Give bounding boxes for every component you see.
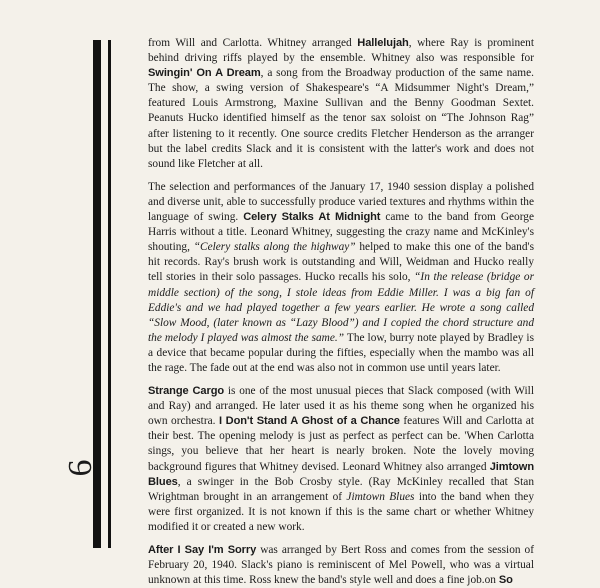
text-run: features Will and Carlotta at their best. The opening melody is just as perfect as perfect can be. 'When Carlotta sings, you believe that her heart is nearly broken. Note the lovely moving background figures that Whitney devised. Leonard Whitney also arranged — [148, 415, 534, 473]
page-number: 6 — [62, 459, 99, 477]
text-run: from Will and Carlotta. Whitney arranged — [148, 37, 358, 49]
quote-text: Jimtown Blues — [346, 490, 415, 503]
decorative-thin-bar — [108, 40, 111, 548]
song-title: I Don't Stand A Ghost of a Chance — [219, 415, 400, 428]
song-title: Strange Cargo — [148, 385, 225, 398]
text-run: The selection and performances of the January 17, 1940 session display a polished and diverse unit, able to successfully produce varied textures and rhythms within the language of swing. — [148, 180, 534, 224]
paragraph-1 — [148, 36, 534, 172]
text-run: is one of the most unusual pieces that Slack composed (with Will and Ray) and arranged. He later used it as his theme song when he organized his own orchestra. — [148, 385, 534, 428]
text-run: into the band when they were first organized. It is not known if this is the same chart or whether Whitney modified it or created a new work. — [148, 490, 534, 533]
text-run: was arranged by Bert Ross and comes from the session of February 20, 1940. Slack's piano is reminiscent of Mel Powell, who was a virtual unknown at this time. Ross knew the band's style well and does a fine job.on — [148, 544, 534, 587]
song-title: Jimtown Blues — [148, 460, 534, 488]
song-title: After I Say I'm Sorry — [148, 544, 257, 556]
text-run: came to the band from George Harris without a title. Leonard Whitney, suggesting the crazy name and McKinley's shouting, — [148, 211, 534, 254]
text-run: , where Ray is prominent behind driving riffs played by the ensemble. Whitney also was responsible for — [148, 37, 534, 65]
quote-text: “In the release (bridge or middle section) of the song, I stole ideas from Eddie Miller. I was a big fan of Eddie's and we had played together a few years earlier. He wrote a song called “Slow Mood, (later known as “Lazy Blood”) and I copied the chord structure and the melody I played was almost the same.” — [148, 271, 535, 344]
text-run: The low, burry note played by Bradley is a device that became popular during the fifties, especially when the mambo was all the rage. The fade out at the end was also not in common use until years later. — [148, 331, 534, 374]
text-run: , a swinger in the Bob Crosby style. (Ray McKinley recalled that Stan Wrightman brought in an arrangement of — [148, 475, 534, 503]
song-title: So — [498, 574, 513, 587]
paragraph-4 — [148, 543, 534, 588]
text-run: helped to make this one of the band's hit records. Ray's brush work is outstanding and Will, Weidman and Hucko really tell stories in their solo passages. Hucko recalls his solo, — [148, 241, 534, 284]
song-title: Hallelujah — [357, 37, 409, 49]
paragraph-3 — [148, 384, 534, 535]
body-text-column — [148, 36, 534, 588]
song-title: Swingin' On A Dream — [148, 67, 261, 80]
text-run: , a song from the Broadway production of the same name. The show, a swing version of Shakespeare's “A Midsummer Night's Dream,” featured Louis Armstrong, Maxine Sullivan and the Benny Goodman Sextet. Peanuts Hucko identified himself as the tenor sax soloist on “The Johnson Rag” after listening to it recently. One source credits Fletcher Henderson as the arranger but the label credits Slack and it is consistent with the latter's work and does not sound like Fletcher at all. — [148, 67, 534, 170]
quote-text: “Celery stalks along the highway” — [193, 241, 356, 254]
paragraph-2 — [148, 180, 534, 376]
song-title: Celery Stalks At Midnight — [243, 211, 381, 224]
